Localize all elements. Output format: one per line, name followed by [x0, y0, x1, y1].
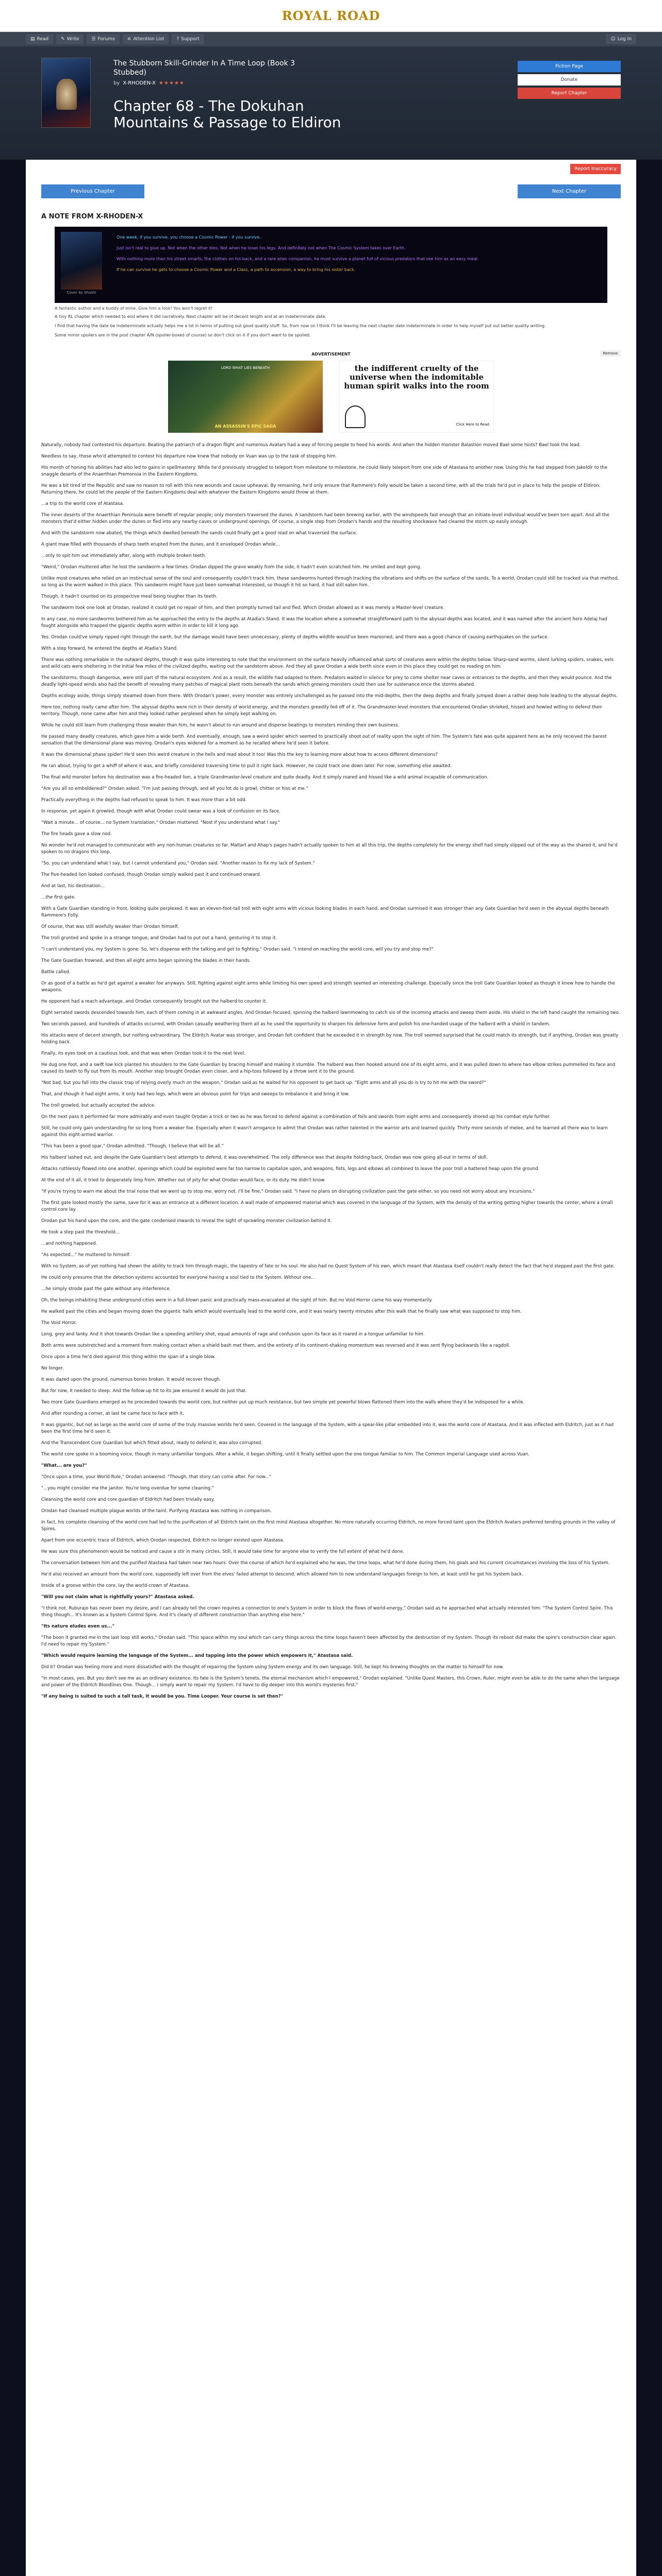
nav-forums[interactable]: ☰ Forums	[87, 34, 119, 44]
book-icon: ▤	[30, 37, 35, 42]
story-paragraph: Inside of a groove within the core, lay the world-crown of Atastasa.	[41, 1583, 190, 1588]
user-icon: ☺	[610, 37, 616, 42]
story-paragraph: "This has been a good spar," Orodan admitted. "Though, I believe that will be all."	[41, 1144, 224, 1149]
list-icon: ≡	[127, 37, 131, 42]
story-paragraph: Cleansing the world core and core guardian of Eldritch had been trivially easy.	[41, 1497, 215, 1502]
story-paragraph: And at last, his destination...	[41, 884, 105, 889]
promo-line: With nothing more than his street smarts, the clothes on his back, and a rare alien companion, he must survive a planet full of vicious predators that see him as an easy meal.	[117, 257, 479, 261]
promo-book-cover	[61, 232, 102, 290]
ad-title: LORD WHAT LIES BENEATH	[221, 366, 270, 370]
ad-row	[41, 361, 621, 433]
author-note-text: I find that having the date be indeterminate actually helps me a lot in terms of putting out good quality stuff. So, from now on I think I'll be leaving the next chapter date indeterminate in order to help myself put out better quality writing.	[55, 324, 546, 328]
promo-line: One week, if you survive, you choose a Cosmic Power - if you survive.	[117, 235, 261, 240]
promo-caption: A fantastic author and a buddy of mine. Give him a look! You won't regret it!	[55, 306, 213, 311]
story-paragraph: "I can't understand you, my System is gone. So, let's dispense with the talking and get to fighting," Orodan said. "I intend on reaching the world core, will you try and stop me?"	[41, 947, 434, 952]
story-paragraph: But for now, it needed to sleep. And the follow-up hit to its jaw ensured it would do just that.	[41, 1388, 247, 1394]
story-paragraph: Naturally, nobody had contested his departure. Beating the patriarch of a dragon flight and numerous Avatars had a way of forcing people to heed his words. And when the hidden monster Balastion moved Bael some hints? Bael took the lead.	[41, 443, 581, 448]
story-paragraph: Unlike most creatures who relied on an instinctual sense of the soul and consequently couldn't track him, these sandworms hunted through tracking the vibrations and shifts on the surface of the sands. To a world, Orodan could still be tracked via that method, so long as the worm walked in this place. This sandworm might have just been somewhat interested, so though it hit so hard, it had still eaten him.	[41, 576, 619, 588]
story-paragraph: ...and nothing happened.	[41, 1241, 97, 1246]
story-paragraph: Battle called.	[41, 970, 71, 975]
story-paragraph: Or as good of a battle as he'd get against a weaker foe anyways. Still, fighting against eight arms while limiting his own speed and strength seemed an interesting challenge. Especially since the troll Gate Guardian looked as though it knew how to handle the weapons.	[41, 981, 615, 993]
story-paragraph: "If any being is suited to such a tall task, it would be you. Time Looper. Your course is set then?"	[41, 1694, 284, 1699]
author-note-banner[interactable]	[55, 227, 607, 303]
story-paragraph: On the next pass it performed far more admirably and even taught Orodan a trick or two as he was forced to defend against a combination of foils and swords from eight arms and consequently shored up his combat style further.	[41, 1114, 551, 1120]
story-paragraph: He passed many deadly creatures, which gave him a wide berth. And eventually, enough, saw a weird spider which seemed to practically shoot out of reality upon the sight of him. The System's fate was quite apparent here as he only received the barest sensation that the dimensional plane was moving. Orodan's eyes widened for a moment as he recalled where he'd seen it before.	[41, 734, 607, 746]
story-paragraph: "As expected..." he muttered to himself.	[41, 1252, 130, 1258]
story-paragraph: "I think not. Ruburajo has never been my desire, and I can already tell the crown requires a connection to one's System in order to block the flows of world-energy," Orodan said as he approached what actually interested him. "The System Control Spire. This thing though... It's known as a System Control Spire. And it's clearly of different construction than anything else here."	[41, 1606, 613, 1618]
story-paragraph: And after rounding a corner, at last he came face to face with it.	[41, 1411, 184, 1416]
promo-line: Just isn't real to give up. Not when the other dies. Not when he loses his legs. And definitely not when The Cosmic System takes over Earth.	[117, 246, 406, 250]
story-paragraph: His halberd lashed out, and despite the Gate Guardian's best attempts to defend, it was overwhelmed. The only difference was that despite holding back, Orodan was now going all-out in terms of skill.	[41, 1155, 488, 1160]
story-paragraph: Orodan had cleansed multiple plague worlds of the taint. Purifying Atastasa was nothing in comparison.	[41, 1509, 272, 1514]
book-title[interactable]: The Stubborn Skill-Grinder In A Time Loop (Book 3 Stubbed)	[113, 59, 295, 77]
story-paragraph: The fire heads gave a slow nod.	[41, 832, 112, 837]
story-paragraph: The sandworm took one look at Orodan, realized it could get no repair of him, and then promptly turned tail and fled. Which Orodan allowed as it was merely a Master-level creature.	[41, 605, 445, 611]
top-header	[0, 0, 662, 32]
story-paragraph: "...you might consider me the janitor. You're long overdue for some cleaning."	[41, 1486, 214, 1491]
story-paragraph: The conversation between him and the purified Atastasa had taken near two hours. Over the course of which he'd explained who he was, the time loops, what he'd done during them, his goals and his current circumstances involving the loss of his System.	[41, 1561, 610, 1566]
story-paragraph: Orodan put his hand upon the core, and the gate condensed inwards to reveal the sight of sprawling monster civilization behind it.	[41, 1218, 332, 1224]
fiction-header	[0, 46, 662, 160]
figure-icon	[345, 405, 366, 428]
story-paragraph: Long, grey and lanky. And it shot towards Orodan like a speeding artillery shot, equal amounts of rage and confusion upon its face as it roared in a tongue unfamiliar to him.	[41, 1332, 425, 1337]
ad-tagline: AN ASSASSIN'S EPIC SAGA	[214, 424, 276, 429]
story-paragraph: Both arms were outstretched and a moment from making contact when a shield bash met them, and the entirety of its continent-shaking momentum was reversed and it was sent flying backwards like a ragdoll.	[41, 1343, 510, 1348]
story-paragraph: The five-headed lion looked confused, though Orodan simply walked past it and continued onward.	[41, 872, 261, 877]
story-paragraph: "Are you all so emboldened?" Orodan asked. "I'm just passing through, and all you lot do is growl, chitter or hiss at me."	[41, 786, 308, 791]
story-paragraph: He opponent had a reach advantage, and Orodan consequently brought out the halberd to counter it.	[41, 999, 268, 1004]
story-paragraph: At the end of it all, it tried to desperately limp from. Whether out of pity for what Orodan would face, or its duty. He didn't know.	[41, 1178, 326, 1183]
pen-icon: ✎	[61, 37, 65, 42]
story-paragraph: He took a step past the threshold...	[41, 1230, 120, 1235]
story-paragraph: In response, yet again it growled, though with what Orodan could swear was a look of confusion on its face.	[41, 809, 280, 814]
help-icon: ?	[176, 37, 179, 42]
story-paragraph: In fact, his complete cleansing of the world core had led to the purification of all Eldritch taint on the first mind Atastasa altogether. No more naturally occurring Eldritch, no more forced taint upon the Eldritch Avatars preferred tending grounds in the valley of Spires.	[41, 1520, 616, 1532]
nav-read[interactable]: ▤ Read	[26, 34, 53, 44]
chat-icon: ☰	[91, 37, 96, 42]
story-paragraph: Two seconds passed, and hundreds of attacks occurred, with Orodan casually weathering them all as he used the opportunity to sharpen his defensive form and polish his one-handed usage of the halberd with a shield in tandem.	[41, 1022, 551, 1027]
story-paragraph: Of course, that was still woefully weaker than Orodan himself.	[41, 924, 179, 929]
story-paragraph: He walked past the cities and began moving down the gigantic halls which would eventually lead to the world core, and it was nearly twenty minutes after this walk that he finally saw what was supposed to stop him.	[41, 1309, 522, 1314]
rating-stars: ★★★★★	[159, 80, 185, 86]
story-paragraph: The Void Horror.	[41, 1320, 77, 1326]
ad-cta: Click Here to Read	[456, 422, 489, 427]
story-paragraph: "Its nature eludes even us..."	[41, 1624, 114, 1629]
ad-text: the indifferent cruelty of the universe when the indomitable human spirit walks into the room	[344, 364, 489, 391]
advertisement-label: ADVERTISEMENT	[311, 352, 351, 357]
story-paragraph: The troll grunted and spoke in a strange tongue, and Orodan had to put out a hand, gesturing it to stop it.	[41, 936, 277, 941]
author-line	[113, 80, 185, 86]
report-inaccuracy-button[interactable]: Report Inaccuracy	[570, 164, 621, 174]
story-paragraph: The sandstorms, though dangerous, were still part of the natural ecosystem. And as a result, the wildlife had adapted to them. Predators waited in silence for prey to come shelter near caves or entrances to the depths, and then they would pounce. And the deadly light-speed winds also had the benefit of revealing many patches of magical plant roots beneath the sands which growing monsters could then use for sustenance once the storms abated.	[41, 675, 612, 687]
next-chapter-button[interactable]: Next Chapter	[518, 184, 621, 198]
story-paragraph: Needless to say, those who'd attempted to contest his departure now knew that nobody on Vuan was up to the task of stopping him.	[41, 454, 337, 459]
story-paragraph: With no System, as of yet nothing had shown the ability to track him through magic, the tapestry of fate or his soul. He also had no Quest System of his own, which meant that Atastasa itself couldn't really detect the fact that he'd stepped past the first gate.	[41, 1264, 615, 1269]
story-paragraph: It was the dimensional phase spider! He'd seen this weird creature in the hells and read about it too! Was this the key to learning more about how to access different dimensions?	[41, 752, 438, 757]
report-chapter-button[interactable]: Report Chapter	[518, 88, 621, 99]
story-paragraph: Once upon a time he'd died against this thing within the span of a single blow.	[41, 1354, 216, 1360]
fiction-page-button[interactable]: Fiction Page	[518, 61, 621, 72]
ad-banner-right[interactable]	[339, 361, 494, 433]
story-paragraph: ...a trip to the world core of Atastasa.	[41, 501, 124, 506]
author-note-heading: A NOTE FROM X-RHODEN-X	[41, 213, 143, 221]
story-paragraph: He'd also received an amount from the world core, supposedly left over from the elves' failed attempt to descend, which allowed him to now understand languages foreign to him, at least until he got his System back.	[41, 1572, 523, 1577]
story-paragraph: Two more Gate Guardians emerged as he proceeded towards the world core, but neither put up much resistance, but two simple yet powerful blows flattened them into the walls where they'd be indisposed for a while.	[41, 1400, 525, 1405]
chapter-content	[26, 160, 636, 2576]
story-paragraph: Finally, its eyes took on a cautious look, and that was when Orodan took it to the next level.	[41, 1051, 246, 1056]
author-link[interactable]: X-RHODEN-X	[123, 80, 156, 86]
story-paragraph: It was gigantic, but not as large as the world core of some of the truly massive worlds he'd seen. Covered in the language of the System, with a spear-like pillar embedded into it, was the world core of Atastasa. And it was inflected with Eldritch, just as it had been the first time he'd seen it.	[41, 1422, 614, 1434]
main-nav	[0, 32, 662, 46]
story-paragraph: No wonder he'd not managed to communicate with any non-human creatures so far. Maltart and Ahap's pages hadn't actually spoken to him at all this trip, the depths completely for the energy shelf had simply slipped out of the way as the shared it, and he'd spoken to no dragons this loop.	[41, 843, 618, 855]
story-paragraph: "Weird," Orodan muttered after he lost the sandworm a few times. Orodan dipped the grave weakly from the side, it hadn't even scratched him. He smiled and kept going.	[41, 565, 422, 570]
remove-ads-button[interactable]: Remove	[600, 350, 621, 357]
story-paragraph: ...the first gate.	[41, 895, 76, 900]
fiction-actions	[518, 61, 621, 99]
story-paragraph: "The boon it granted me in the last loop still works," Orodan said. "This space within my soul which can carry things across the time loops haven't been affected by the destruction of my System. Though its reboot did make the spire's construction clear again. I'd need to repair my System."	[41, 1635, 617, 1647]
story-paragraph: His month of honing his abilities had also led to gains in spellmastery. While he'd previously struggled to teleport from milestone to milestone, he could likely teleport from one side of Atastasa to another now. Using this he had stepped from Jakeldir to the snaggle deserts of the Anaerthian Premonsia in the Eastern Kingdoms.	[41, 465, 608, 477]
story-paragraph: And the Transcendent Core Guardian but which fitted about, ready to defend it, was also corrupted.	[41, 1440, 262, 1446]
author-note-text: Some minor spoilers are in the post chapter A/N (spoiler-boxed of course) so don't click on it if you don't want to be spoiled.	[55, 333, 311, 337]
author-note-text: A tiny RL chapter which needed to end where it did narratively. Next chapter will be of decent length and at an indeterminate date.	[55, 314, 326, 319]
story-paragraph: Attacks ruthlessly flowed into one another, openings which could be exploited were far too narrow to capitalize upon, and weapons, fists, legs and elbows all combined to leave the poor troll a battered heap upon the ground.	[41, 1166, 540, 1172]
chapter-title: Chapter 68 - The Dokuhan Mountains & Passage to Eldiron	[113, 97, 341, 131]
nav-login[interactable]: ☺ Log In	[606, 34, 636, 44]
story-paragraph: Here too, nothing really came after him. The abyssal depths were rich in their density of world energy, and the monsters greedily fed off of it. The Grandmaster-level monsters that encountered Orodan shrieked, hissed and howled willing to defend their territory. Though, none came after him and they looked rather perplexed when he simply kept walking on.	[41, 705, 602, 717]
story-paragraph: There was nothing remarkable in the outward depths, though it was quite interesting to note that the environment on the surface heavily influenced what sorts of creatures were within the depths below. Sharp-sand worms, silent lurking spiders, snakes, eels and wild cats were sheltering in the initial few miles of the civilized depths, waiting out the sandstorm above. And they all gave Orodan a wide berth since even in this place they could get no reading on him.	[41, 657, 614, 669]
story-paragraph: "Not bad, but you fall into the classic trap of relying overly much on the weapon," Orodan said as he waited for his opponent to get back up. "Eight arms and all you do is try to hit me with the sword?"	[41, 1080, 486, 1086]
story-paragraph: Eight serrated swords descended towards him, each of them coming in at awkward angles. And Orodan focused, spinning the halberd lawnmowing to catch six of the incoming attacks and sweep them aside. His shield in the left hand caught the remaining two.	[41, 1010, 620, 1015]
chapter-body	[41, 442, 621, 1700]
story-paragraph: "Once upon a time, your World Rule," Orodan answered. "Though, that story can come after. For now..."	[41, 1475, 272, 1480]
story-paragraph: The inner deserts of the Anaerthian Peninsula were benefit of regular people; only monsters traversed the dunes. A sandstorm had been brewing earlier, with the windspeeds fast enough that an initiate-level individual would've been torn apart. And all the monsters that'd either hidden under the dunes or fled into any nearby caves or underground openings. Of course, a single step from Orodan's hands and the resulting shockwave had cleared the storm up easily enough.	[41, 513, 609, 524]
story-paragraph: "If you're trying to warn me about the trial noise that we went up to stop me, worry not. I'll be fine," Orodan said. "I have no plans on disrupting civilization past the gate either, so you need not worry about any incursions."	[41, 1189, 535, 1194]
story-paragraph: Depths ecology aside, things simply steamed down from there. With Orodan's power, every monster was entirely unchallenged as he passed into the mid-depths, then the deep depths and finally jumped down a rather deep hole leading to the abyssal depths.	[41, 693, 618, 699]
story-paragraph: He ran about, trying to get a whiff of where it was, and briefly considered traversing time to pull it right back. However, he could track one down later. For now, something else awaited.	[41, 764, 452, 769]
book-cover[interactable]	[41, 58, 91, 128]
story-paragraph: While he could still learn from challenging those weaker than him, he wasn't about to run around and disperse beatings to monsters minding their own business.	[41, 723, 400, 728]
story-paragraph: Did it? Orodan was feeling more and more dissatisfied with the thought of repairing the System using System energy and its own language. Still, he kept his brewing thoughts on the matter to himself for now.	[41, 1665, 504, 1670]
chapter-nav-top	[41, 184, 621, 198]
story-paragraph: The Gate Guardian frowned, and then all eight arms began spinning the blades in their hands.	[41, 958, 251, 963]
story-paragraph: He dug one foot, and a swift low kick planted his shoulders to the Gate Guardian by bracing himself and making it stumble. The halberd was then hooked around one of its eight arms, and it was pulled down to where two elbow strikes pummelled its face and caused its teeth to fly out from its mouth. Another step brought Orodan even closer, and a hip-toss followed by a throw sent it to the ground.	[41, 1062, 616, 1074]
story-paragraph: Apart from one eccentric trace of Eldritch, which Orodan respected, Eldritch no longer existed upon Atastasa.	[41, 1538, 285, 1543]
story-paragraph: A giant maw filled with thousands of sharp teeth erupted from the dunes, and it enveloped Orodan whole...	[41, 542, 280, 547]
story-paragraph: The final wild monster before his destination was a fire-headed lion, a triple Grandmaster-level creature and quite deadly. And it simply roared and hissed like a wild animal incapable of communication.	[41, 775, 489, 780]
story-paragraph: And with the sandstorm now abated, the things which dwelled beneath the sands could finally get a good read on what traversed the surface.	[41, 531, 357, 536]
author-note	[41, 213, 621, 338]
story-paragraph: In any case, no more sandworms bothered him as he approached the entry to the depths at Atadia's Stand. It was the location where a somewhat straightforward path to the abyssal depths was located, and it was named after the ancient hero Adelaj had fought alongside who trapped the gigantic depths worm within in order to kill it long ago.	[41, 617, 607, 629]
story-paragraph: That, and though it had eight arms, it only had two legs, which were an obvious point for trips and sweeps to imbalance it and bring it low.	[41, 1092, 350, 1097]
story-paragraph: "Which would require learning the language of the System... and tapping into the power which empowers it," Atastasa said.	[41, 1653, 353, 1658]
story-paragraph: It was dazed upon the ground, numerous bones broken. It would recover though.	[41, 1377, 221, 1382]
story-paragraph: "In most cases, yes. But you don't see me as an ordinary existence. Its fate is the System's tenets, the eternal mechanism which I empowered," Orodan explained. "Unlike Quest Masters, this Crown, Ruler, might even be able to do the same when the language and power of the Eldritch Bloodlines One. Though... I simply want to repair my System. I'd have to dig deeper into this world's mysteries first."	[41, 1676, 620, 1688]
site-logo[interactable]: ROYAL ROAD	[282, 8, 380, 23]
story-paragraph: "So, you can understand what I say, but I cannot understand you," Orodan said. "Another reason to fix my lack of System."	[41, 861, 315, 866]
cover-credit: Cover by Shashi	[67, 291, 96, 295]
story-paragraph: "What... are you?"	[41, 1463, 87, 1468]
by-label: by	[113, 80, 120, 86]
story-paragraph: Yes. Orodan could've simply ripped right through the earth, but the damage would have been unnecessary, plenty of depths wildlife would've been marooned, and there was a good chance of causing earthquakes on the surface.	[41, 635, 549, 640]
story-paragraph: With a step forward, he entered the depths at Atadia's Stand.	[41, 646, 178, 651]
story-paragraph: No longer.	[41, 1366, 64, 1371]
story-paragraph: Practically everything in the depths had refused to speak to him. It was more than a bit odd.	[41, 798, 247, 803]
story-paragraph: Still, he could only gain understanding for so long from a weaker foe. Especially when it wasn't arrogance to admit that Orodan was rather talented in the warrior arts and learned quickly. Thirty more seconds of melee, and he learned all there was to learn against this eight-armed warrior.	[41, 1126, 608, 1138]
nav-write[interactable]: ✎ Write	[56, 34, 84, 44]
story-paragraph: With a Gate Guardian standing in front, looking quite perplexed. It was an eleven-foot-tall troll with eight arms with vicious looking blades in each hand, and Orodan surmised it was stronger than any Gate Guardian he'd seen in the abyssal depths beneath Rammere's Folly.	[41, 906, 609, 918]
story-paragraph: He could only presume that the detection systems accounted for everyone having a soul tied to the System. Without one...	[41, 1275, 316, 1280]
story-paragraph: The first gate looked mostly the same, save for it was an entrance at a different location. A wall made of empowered material which was covered in the language of the System, with the density of the writing getting higher towards the center, where a small control core lay.	[41, 1200, 613, 1212]
story-paragraph: Oh, the beings inhabiting these underground cities were in a full-blown panic and practically mass-evacuated at the sight of him. But no Void Horror came his way momentarily.	[41, 1298, 433, 1303]
nav-attention-list[interactable]: ≡ Attention List	[123, 34, 169, 44]
promo-text	[117, 234, 600, 277]
promo-line: If he can survive he gets to choose a Cosmic Power and a Class, a path to ascension, a way to bring his sister back.	[117, 267, 356, 272]
story-paragraph: His attacks were of decent strength, but nothing extraordinary. The Eldritch Avatar was stronger, and Orodan felt confident that he exceeded it in strength by now. The troll seemed surprised that he could match its strength, but if anything, Orodan was greatly holding back.	[41, 1033, 619, 1045]
story-paragraph: "Wait a minute... of course... no System translation," Orodan muttered. "Nost if you understand what I say."	[41, 820, 280, 825]
ad-banner-left[interactable]	[168, 361, 323, 433]
donate-button[interactable]: Donate	[518, 74, 621, 86]
story-paragraph: He was a bit tired of the Republic and saw no reason to roll with this new wounds and cause upheaval. By remaining, he'd only ensure that Rammere's Folly would be taken a second time, with all the trials he'd put in place to help the people of Eldiron. Returning there, he could let the people of the Eastern Kingdoms deal with whatever the Eastern Kingdoms would throw at them.	[41, 483, 601, 495]
story-paragraph: Though, it hadn't counted on its prospective meal being tougher than its teeth.	[41, 594, 218, 599]
story-paragraph: ...he simply strode past the gate without any interference.	[41, 1286, 171, 1292]
previous-chapter-button[interactable]: Previous Chapter	[41, 184, 144, 198]
story-paragraph: The troll growled, but actually accepted the advice.	[41, 1103, 156, 1108]
story-paragraph: "Will you not claim what is rightfully yours?" Atastasa asked.	[41, 1595, 194, 1600]
nav-support[interactable]: ? Support	[172, 34, 204, 44]
story-paragraph: ...only to spit him out immediately after, along with multiple broken teeth.	[41, 553, 206, 558]
story-paragraph: The world core spoke in a booming voice, though in many unfamiliar tongues. After a while, it began shifting, until it finally settled upon the one tongue familiar to him. The Common Imperial Language used across Vuan.	[41, 1452, 530, 1457]
story-paragraph: He was sure this phenomenon would be noticed and cause a stir in many circles. Still, it would take time for anyone else to verify the full extent of what he'd done.	[41, 1549, 405, 1554]
